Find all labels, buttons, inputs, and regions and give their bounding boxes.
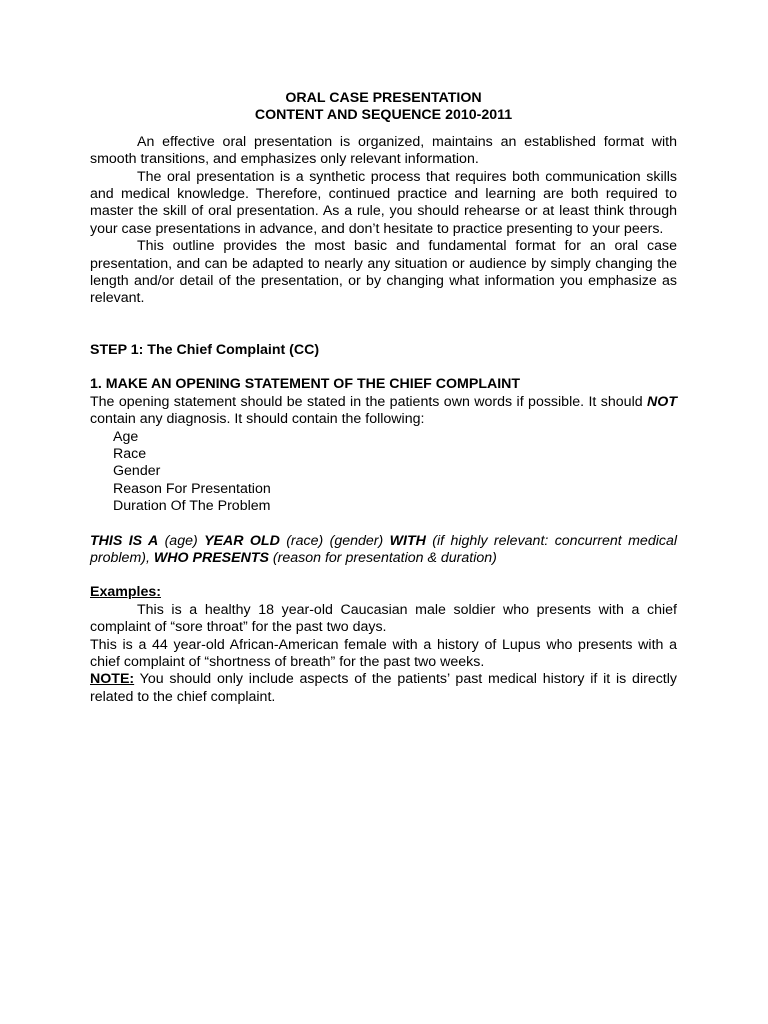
- template-year-old: YEAR OLD: [204, 532, 280, 549]
- template-reason-duration: (reason for presentation & duration): [268, 549, 497, 566]
- note-paragraph: [90, 671, 677, 706]
- section-1-heading: 1. MAKE AN OPENING STATEMENT OF THE CHIEF COMPLAINT: [90, 376, 521, 393]
- examples-label: Examples:: [90, 584, 161, 601]
- note-label: NOTE:: [90, 671, 135, 688]
- intro-paragraph-1: An effective oral presentation is organized, maintains an established format with smooth transitions, and emphasizes only relevant information.: [90, 133, 677, 168]
- intro-paragraph-3: This outline provides the most basic and fundamental format for an oral case presentation, and can be adapted to nearly any situation or audience by simply changing the length and/or detail of the presentation, or by changing what information you emphasize as relevant.: [90, 238, 677, 307]
- required-items-list: [90, 429, 677, 516]
- template-race-gender: (race) (gender): [279, 532, 390, 549]
- template-this-is-a: THIS IS A: [90, 532, 159, 549]
- template-with: WITH: [389, 532, 426, 549]
- list-item: Duration Of The Problem: [113, 498, 271, 515]
- intro-paragraph-2: The oral presentation is a synthetic process that requires both communication skills and medical knowledge. Therefore, continued practice and learning are both required to master the skill of oral presentation. As a rule, you should rehearse or at least think through your case presentations in advance, and don’t hesitate to practice presenting to your peers.: [90, 168, 677, 237]
- section-1-text-end: contain any diagnosis. It should contain the following:: [90, 411, 425, 428]
- list-item: Gender: [113, 463, 161, 480]
- document-page: [90, 90, 677, 706]
- list-item: Reason For Presentation: [113, 480, 271, 497]
- section-1-text-emphasis: NOT: [647, 393, 677, 410]
- example-2: This is a 44 year-old African-American female with a history of Lupus who presents with a chief complaint of “shortness of breath” for the past two weeks.: [90, 636, 677, 670]
- example-1: This is a healthy 18 year-old Caucasian male soldier who presents with a chief complaint of “sore throat” for the past two days.: [90, 601, 677, 636]
- section-1-text: [90, 394, 677, 429]
- template-concurrent-problem: (if highly relevant: concurrent medical problem),: [90, 532, 677, 566]
- note-text: You should only include aspects of the patients’ past medical history if it is directly related to the chief complaint.: [90, 671, 677, 705]
- step-1-heading: STEP 1: The Chief Complaint (CC): [90, 341, 320, 358]
- template-who-presents: WHO PRESENTS: [153, 549, 269, 566]
- opening-statement-template: [90, 533, 677, 568]
- document-title-line-2: CONTENT AND SEQUENCE 2010-2011: [254, 107, 513, 124]
- document-title-line-1: ORAL CASE PRESENTATION: [285, 90, 482, 106]
- template-age: (age): [158, 532, 205, 549]
- list-item: Race: [113, 445, 147, 462]
- list-item: Age: [113, 428, 139, 445]
- section-1-text-start: The opening statement should be stated in the patients own words if possible. It should: [90, 393, 648, 410]
